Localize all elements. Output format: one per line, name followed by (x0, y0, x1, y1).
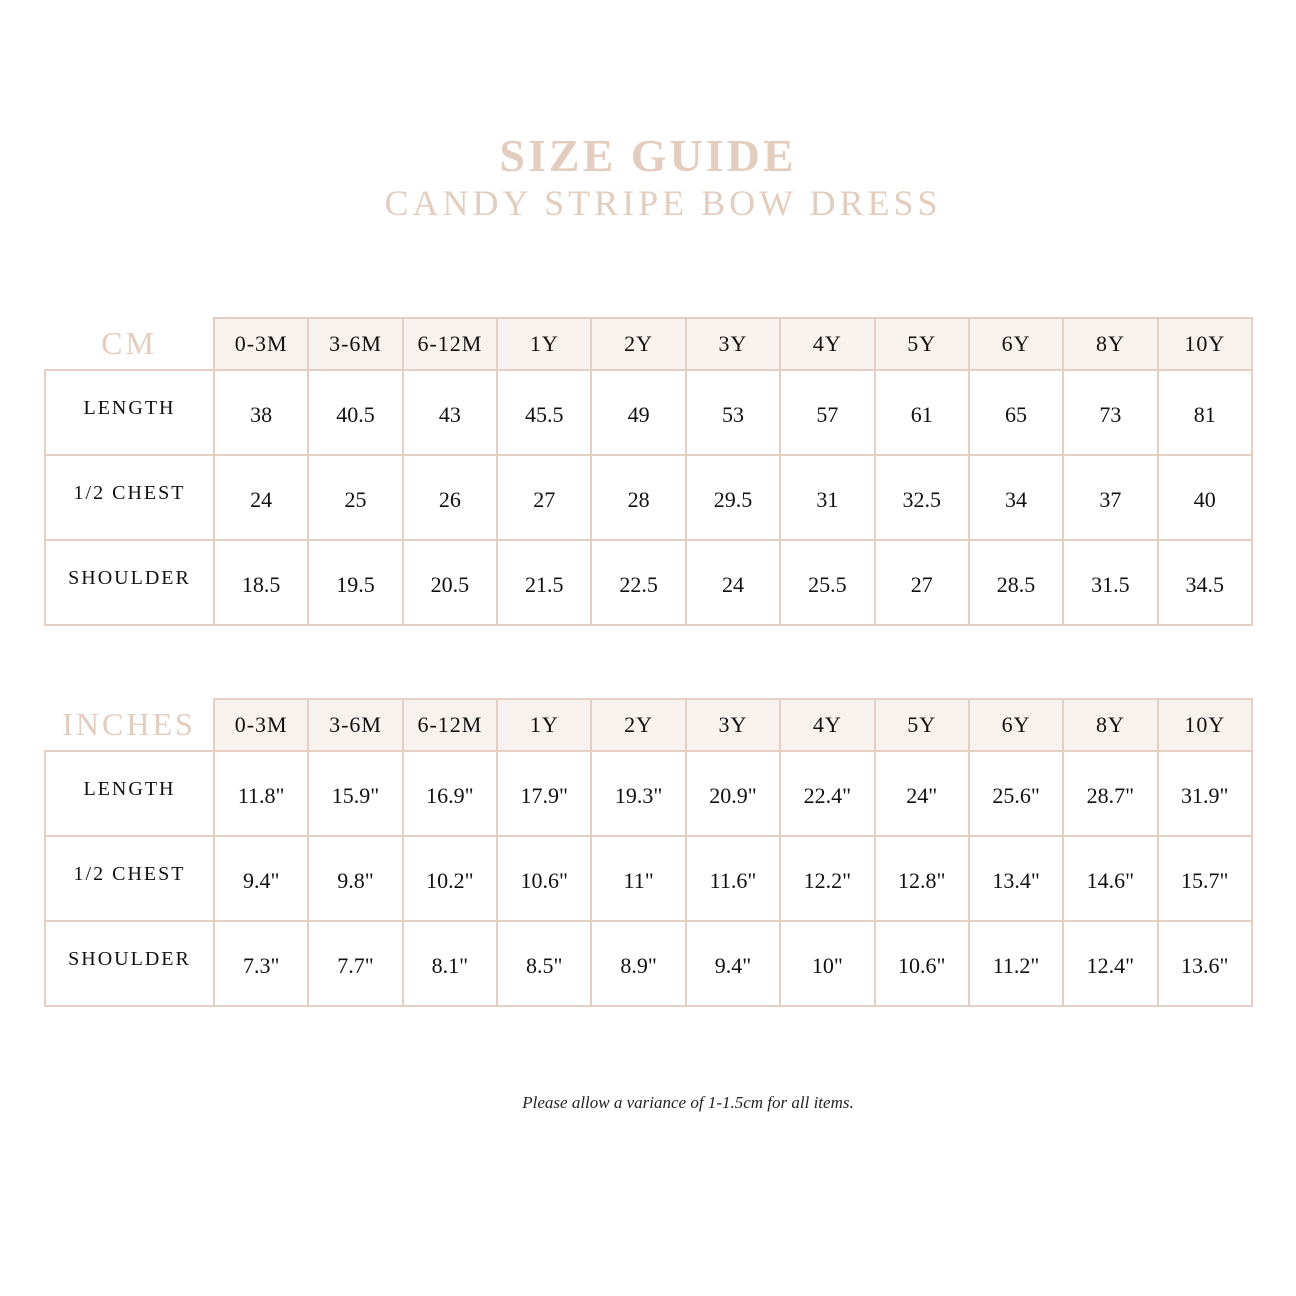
size-header: 0-3M (214, 318, 308, 370)
inches-chest-row (45, 836, 1252, 921)
size-header: 3-6M (308, 699, 402, 751)
page-title: SIZE GUIDE (499, 130, 797, 181)
measurement-cell: 40.5 (308, 370, 402, 455)
measurement-cell: 16.9" (403, 751, 497, 836)
measurement-cell: 11.2" (969, 921, 1063, 1006)
measurement-cell: 15.7" (1158, 836, 1252, 921)
inches-size-table (44, 698, 1253, 1007)
size-header: 6Y (969, 699, 1063, 751)
cm-unit-label: CM (45, 318, 214, 370)
measurement-cell: 15.9" (308, 751, 402, 836)
measurement-cell: 19.3" (591, 751, 685, 836)
size-header: 4Y (780, 699, 874, 751)
row-label: SHOULDER (45, 921, 214, 1006)
measurement-cell: 25 (308, 455, 402, 540)
measurement-cell: 45.5 (497, 370, 591, 455)
size-header: 5Y (875, 318, 969, 370)
size-header: 8Y (1063, 318, 1157, 370)
measurement-cell: 22.4" (780, 751, 874, 836)
measurement-cell: 61 (875, 370, 969, 455)
measurement-cell: 24 (686, 540, 780, 625)
size-header: 6-12M (403, 699, 497, 751)
measurement-cell: 11" (591, 836, 685, 921)
inches-shoulder-row (45, 921, 1252, 1006)
measurement-cell: 25.6" (969, 751, 1063, 836)
measurement-cell: 34 (969, 455, 1063, 540)
measurement-cell: 14.6" (1063, 836, 1157, 921)
cm-shoulder-row (45, 540, 1252, 625)
measurement-cell: 10.2" (403, 836, 497, 921)
measurement-cell: 40 (1158, 455, 1252, 540)
measurement-cell: 10.6" (497, 836, 591, 921)
measurement-cell: 12.2" (780, 836, 874, 921)
measurement-cell: 34.5 (1158, 540, 1252, 625)
product-name: CANDY STRIPE BOW DRESS (384, 183, 942, 223)
measurement-cell: 28.5 (969, 540, 1063, 625)
measurement-cell: 27 (497, 455, 591, 540)
size-header: 2Y (591, 699, 685, 751)
measurement-cell: 8.9" (591, 921, 685, 1006)
measurement-cell: 29.5 (686, 455, 780, 540)
row-label: SHOULDER (45, 540, 214, 625)
size-header: 10Y (1158, 318, 1252, 370)
measurement-cell: 9.4" (214, 836, 308, 921)
measurement-cell: 49 (591, 370, 685, 455)
measurement-cell: 28 (591, 455, 685, 540)
size-header: 1Y (497, 699, 591, 751)
measurement-cell: 57 (780, 370, 874, 455)
size-header: 6-12M (403, 318, 497, 370)
measurement-cell: 31.5 (1063, 540, 1157, 625)
size-header: 3Y (686, 699, 780, 751)
measurement-cell: 81 (1158, 370, 1252, 455)
size-header: 1Y (497, 318, 591, 370)
measurement-cell: 13.4" (969, 836, 1063, 921)
size-header: 3-6M (308, 318, 402, 370)
measurement-cell: 22.5 (591, 540, 685, 625)
measurement-cell: 8.5" (497, 921, 591, 1006)
measurement-cell: 28.7" (1063, 751, 1157, 836)
size-header: 2Y (591, 318, 685, 370)
row-label: LENGTH (45, 751, 214, 836)
measurement-cell: 19.5 (308, 540, 402, 625)
measurement-cell: 20.9" (686, 751, 780, 836)
measurement-cell: 43 (403, 370, 497, 455)
measurement-cell: 9.4" (686, 921, 780, 1006)
measurement-cell: 24 (214, 455, 308, 540)
inches-unit-label: INCHES (45, 699, 214, 751)
measurement-cell: 10" (780, 921, 874, 1006)
measurement-cell: 73 (1063, 370, 1157, 455)
inches-header-row (45, 699, 1252, 751)
measurement-cell: 10.6" (875, 921, 969, 1006)
row-label: 1/2 CHEST (45, 455, 214, 540)
measurement-cell: 7.7" (308, 921, 402, 1006)
cm-chest-row (45, 455, 1252, 540)
measurement-cell: 17.9" (497, 751, 591, 836)
cm-length-row (45, 370, 1252, 455)
measurement-cell: 26 (403, 455, 497, 540)
measurement-cell: 13.6" (1158, 921, 1252, 1006)
measurement-cell: 11.6" (686, 836, 780, 921)
measurement-cell: 9.8" (308, 836, 402, 921)
size-header: 3Y (686, 318, 780, 370)
measurement-cell: 24" (875, 751, 969, 836)
measurement-cell: 11.8" (214, 751, 308, 836)
cm-size-table (44, 317, 1253, 626)
cm-header-row (45, 318, 1252, 370)
measurement-cell: 32.5 (875, 455, 969, 540)
measurement-cell: 27 (875, 540, 969, 625)
size-header: 10Y (1158, 699, 1252, 751)
inches-length-row (45, 751, 1252, 836)
variance-note: Please allow a variance of 1-1.5cm for all items. (522, 1093, 854, 1112)
measurement-cell: 18.5 (214, 540, 308, 625)
measurement-cell: 20.5 (403, 540, 497, 625)
measurement-cell: 21.5 (497, 540, 591, 625)
size-header: 0-3M (214, 699, 308, 751)
measurement-cell: 37 (1063, 455, 1157, 540)
measurement-cell: 31.9" (1158, 751, 1252, 836)
row-label: 1/2 CHEST (45, 836, 214, 921)
measurement-cell: 65 (969, 370, 1063, 455)
size-header: 4Y (780, 318, 874, 370)
measurement-cell: 25.5 (780, 540, 874, 625)
measurement-cell: 7.3" (214, 921, 308, 1006)
size-header: 8Y (1063, 699, 1157, 751)
measurement-cell: 8.1" (403, 921, 497, 1006)
measurement-cell: 12.8" (875, 836, 969, 921)
size-header: 5Y (875, 699, 969, 751)
measurement-cell: 38 (214, 370, 308, 455)
size-header: 6Y (969, 318, 1063, 370)
measurement-cell: 12.4" (1063, 921, 1157, 1006)
row-label: LENGTH (45, 370, 214, 455)
measurement-cell: 53 (686, 370, 780, 455)
measurement-cell: 31 (780, 455, 874, 540)
